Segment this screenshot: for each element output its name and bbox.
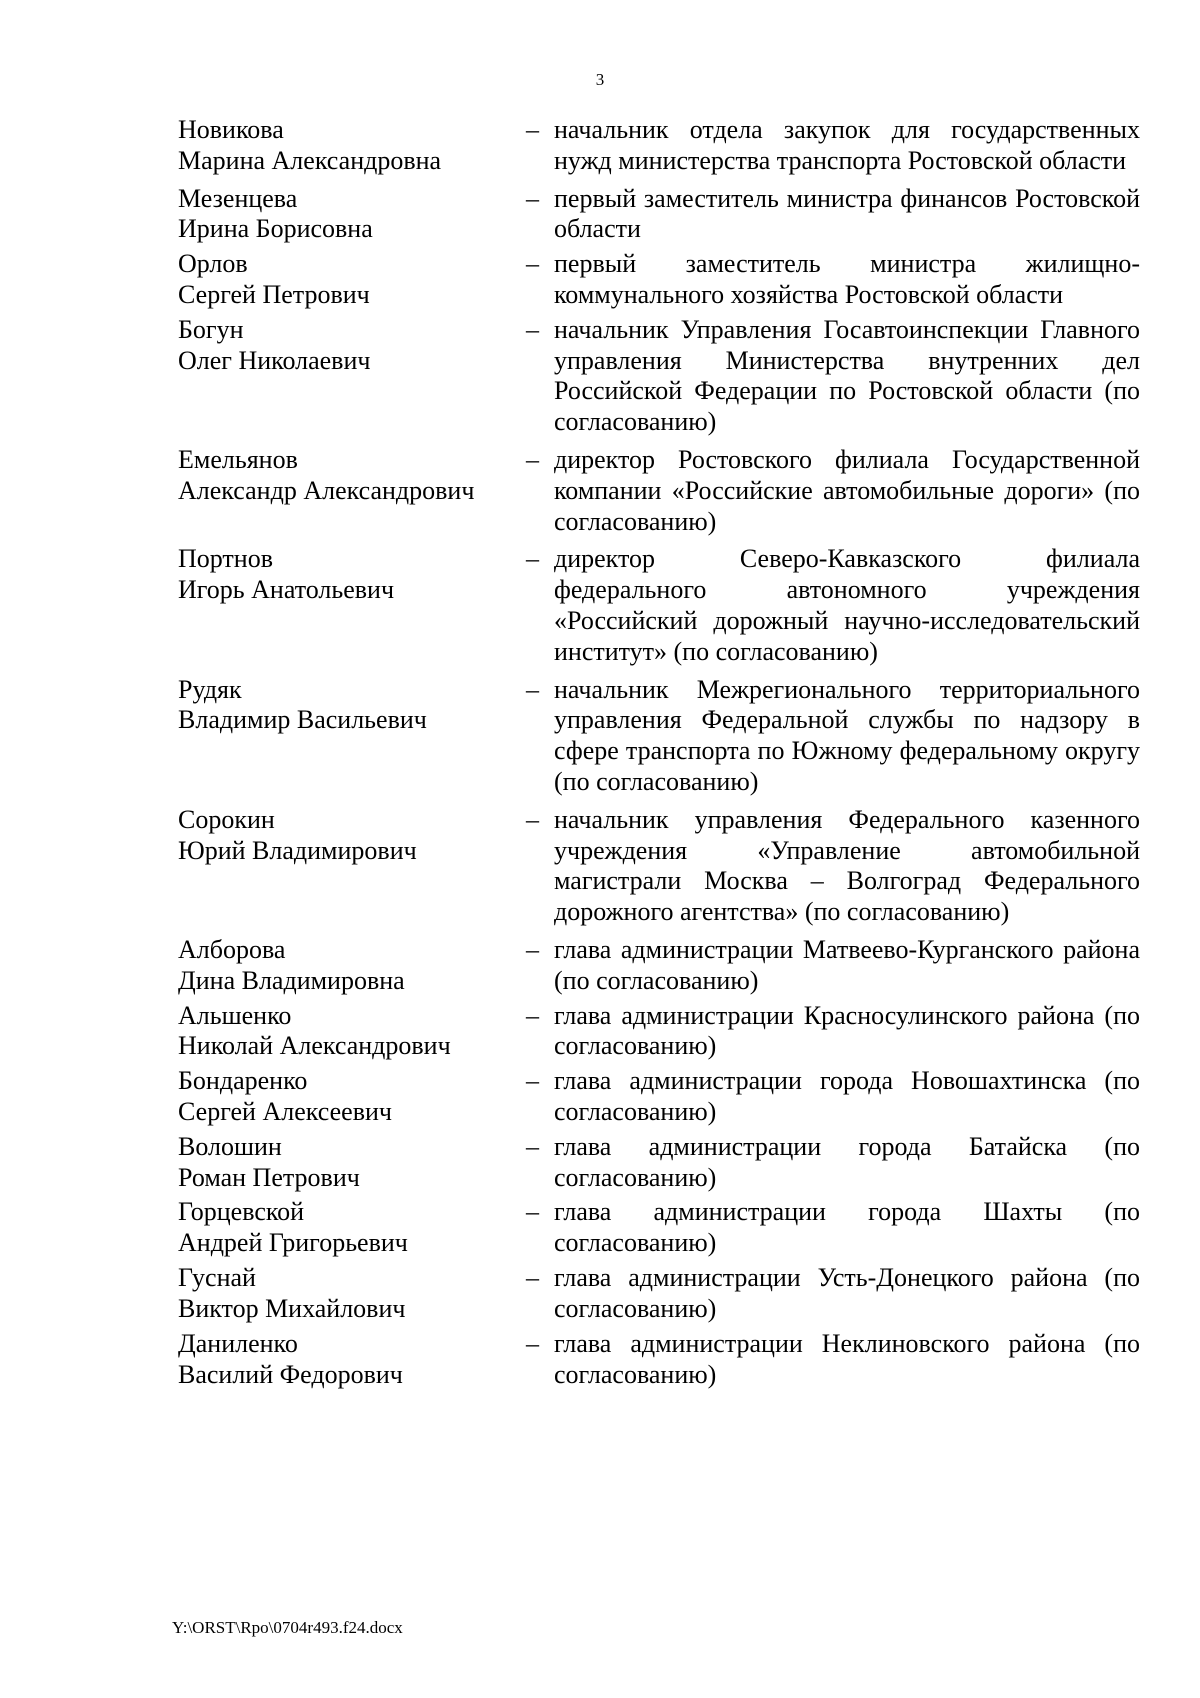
separator-dash: – (526, 674, 539, 704)
person-given-name: Александр Александрович (178, 475, 475, 505)
position-description: начальник управления Федерального казенного учреждения «Управление автомобильной магистрали Москва – Волгоград Федерального дорожного агентства» (по согласованию) (554, 804, 1140, 927)
member-list (178, 115, 1140, 1391)
person-surname: Новикова (178, 115, 284, 144)
position-description: начальник Межрегионального территориального управления Федеральной службы по надзору в сфере транспорта по Южному федеральному округу (по согласованию) (554, 674, 1140, 796)
person-given-name: Игорь Анатольевич (178, 575, 395, 605)
list-item (178, 1197, 1140, 1259)
list-item (178, 184, 1140, 246)
position-description: начальник Управления Госавтоинспекции Главного управления Министерства внутренних дел Российской Федерации по Ростовской области (по согласованию) (554, 314, 1140, 437)
list-item (178, 675, 1140, 798)
person-given-name: Роман Петрович (178, 1162, 360, 1192)
person-surname: Портнов (178, 544, 273, 574)
person-given-name: Владимир Васильевич (178, 705, 427, 735)
separator-dash: – (526, 444, 539, 474)
position-description: глава администрации Неклиновского района (по согласованию) (554, 1329, 1140, 1390)
list-item (178, 1329, 1140, 1391)
position-description: глава администрации Матвеево-Курганского района (по согласованию) (554, 934, 1140, 995)
position-description: глава администрации Усть-Донецкого района (по согласованию) (554, 1262, 1140, 1323)
file-path-footer: Y:\ORST\Rpo\0704r493.f24.docx (172, 1618, 403, 1637)
position-description: глава администрации города Шахты (по согласованию) (554, 1197, 1140, 1258)
person-name (178, 1001, 526, 1063)
person-given-name: Василий Федорович (178, 1360, 403, 1390)
person-surname: Гуснай (178, 1262, 256, 1292)
person-name (178, 315, 526, 377)
list-item (178, 115, 1140, 177)
person-given-name: Дина Владимировна (178, 965, 405, 995)
person-name (178, 935, 526, 997)
separator-dash: – (526, 1131, 539, 1161)
separator-dash: – (526, 934, 539, 964)
person-surname: Сорокин (178, 804, 275, 834)
person-surname: Рудяк (178, 674, 242, 704)
person-given-name: Сергей Алексеевич (178, 1096, 392, 1126)
person-given-name: Андрей Григорьевич (178, 1228, 408, 1258)
person-surname: Емельянов (178, 444, 298, 474)
person-name (178, 184, 526, 246)
person-name (178, 249, 526, 311)
person-name (178, 675, 526, 737)
list-item (178, 1263, 1140, 1325)
list-item (178, 544, 1140, 667)
person-name (178, 1263, 526, 1325)
position-description: глава администрации города Новошахтинска (по согласованию) (554, 1066, 1140, 1126)
person-given-name: Виктор Михайлович (178, 1293, 406, 1323)
person-name (178, 1132, 526, 1194)
separator-dash: – (526, 249, 539, 279)
person-given-name: Олег Николаевич (178, 345, 371, 375)
separator-dash: – (526, 804, 539, 834)
list-item (178, 249, 1140, 311)
person-name (178, 805, 526, 867)
list-item (178, 805, 1140, 928)
list-item (178, 445, 1140, 537)
person-surname: Орлов (178, 249, 248, 279)
separator-dash: – (526, 1329, 539, 1359)
position-description: директор Северо-Кавказского филиала федерального автономного учреждения «Российский дорожный научно-исследовательский институт» (по согласованию) (554, 544, 1140, 666)
list-item (178, 1132, 1140, 1194)
person-name (178, 1329, 526, 1391)
person-surname: Альшенко (178, 1000, 292, 1030)
position-description: глава администрации города Батайска (по согласованию) (554, 1131, 1140, 1192)
person-surname: Горцевской (178, 1197, 305, 1227)
person-name (178, 445, 526, 507)
person-surname: Бондаренко (178, 1066, 308, 1096)
list-item (178, 1001, 1140, 1063)
separator-dash: – (526, 1000, 539, 1030)
person-name (178, 1197, 526, 1259)
list-item (178, 935, 1140, 997)
person-name (178, 115, 526, 177)
position-description: глава администрации Красносулинского района (по согласованию) (554, 1000, 1140, 1061)
person-given-name: Ирина Борисовна (178, 214, 373, 244)
separator-dash: – (526, 115, 539, 144)
separator-dash: – (526, 1197, 539, 1227)
person-surname: Мезенцева (178, 183, 298, 213)
position-description: первый заместитель министра финансов Ростовской области (554, 183, 1140, 244)
person-name (178, 1066, 526, 1128)
separator-dash: – (526, 1066, 539, 1096)
list-item (178, 1066, 1140, 1128)
person-given-name: Юрий Владимирович (178, 835, 417, 865)
person-given-name: Марина Александровна (178, 145, 442, 175)
person-name (178, 544, 526, 606)
separator-dash: – (526, 1262, 539, 1292)
separator-dash: – (526, 183, 539, 213)
separator-dash: – (526, 544, 539, 574)
person-surname: Богун (178, 314, 244, 344)
position-description: первый заместитель министра жилищно-коммунального хозяйства Ростовской области (554, 249, 1140, 309)
page-number: 3 (595, 70, 605, 89)
person-surname: Волошин (178, 1131, 282, 1161)
person-given-name: Николай Александрович (178, 1031, 451, 1061)
list-item (178, 315, 1140, 438)
person-surname: Алборова (178, 934, 286, 964)
person-given-name: Сергей Петрович (178, 279, 370, 309)
position-description: директор Ростовского филиала Государственной компании «Российские автомобильные дороги» (по согласованию) (554, 444, 1140, 536)
separator-dash: – (526, 314, 539, 344)
person-surname: Даниленко (178, 1329, 298, 1359)
position-description: начальник отдела закупок для государственных нужд министерства транспорта Ростовской области (554, 115, 1140, 175)
